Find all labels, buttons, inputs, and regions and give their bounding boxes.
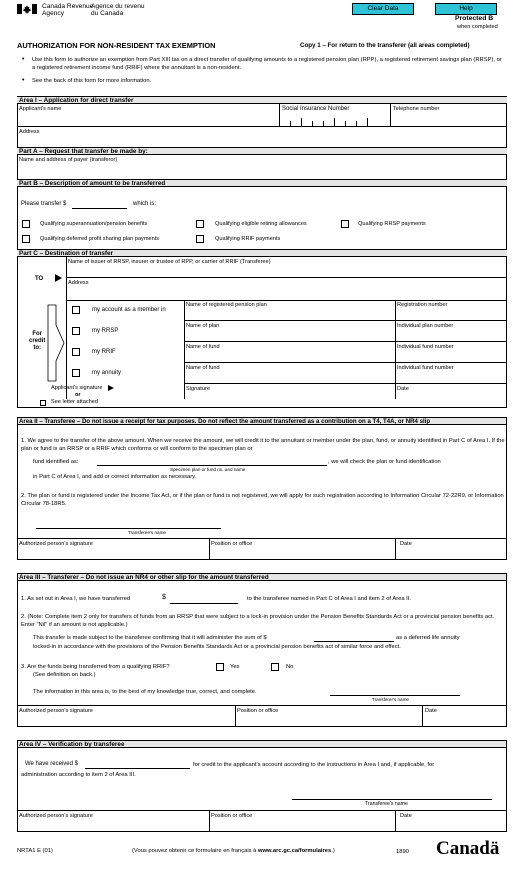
rrif-checkbox[interactable] [72, 348, 80, 356]
divider [66, 277, 507, 278]
protected-b-label: Protected B [455, 15, 494, 22]
sin-tick [367, 118, 368, 126]
name-plan-label: Name of plan [186, 323, 220, 329]
area2-position-label: Position or office [211, 541, 253, 547]
name-fund-2-label: Name of fund [186, 365, 220, 371]
credit-arrow-icon [47, 303, 65, 385]
sin-label: Social Insurance Number [282, 106, 350, 112]
french-note-a: (Vous pouvez obtenir ce formulaire en français à [132, 848, 258, 854]
bullet-icon: • [22, 77, 25, 84]
fund-identified-label: fund identified as: [33, 459, 79, 465]
reg-number-label: Registration number [397, 302, 448, 308]
rrif-payments-label: Qualifying RRIF payments [215, 236, 281, 242]
dollar-sign: $ [162, 594, 166, 601]
specimen-caption: Specimen plan or fund no. and name [170, 467, 246, 472]
see-letter-label: See letter attached [51, 399, 98, 405]
area3-auth-sig-label: Authorized person's signature [19, 708, 93, 714]
rrsp-label: my RRSP [92, 328, 119, 334]
applicant-name-field[interactable] [19, 113, 277, 125]
transferer-name-caption: Transferer's name [372, 697, 409, 702]
form-code: 1890 [396, 849, 409, 855]
partc-date-label: Date [397, 386, 409, 392]
french-note [132, 848, 335, 854]
divider [66, 257, 67, 399]
area2-frame [17, 417, 507, 560]
area4-transferee-caption: Transferee's name [365, 801, 408, 807]
address-field[interactable] [19, 136, 505, 146]
reg-pension-label: Name of registered pension plan [186, 302, 267, 308]
superannuation-label: Qualifying superannuation/pension benefits [40, 221, 148, 227]
superannuation-checkbox[interactable] [22, 220, 30, 228]
canada-flag-icon [17, 4, 37, 14]
ind-plan-no-label: Individual plan number [397, 323, 454, 329]
rrif-payments-checkbox[interactable] [196, 235, 204, 243]
french-note-b: .) [331, 848, 335, 854]
no-label: No [286, 664, 294, 670]
area2-auth-sig-label: Authorized person's signature [19, 541, 93, 547]
clear-data-button[interactable]: Clear Data [352, 3, 414, 15]
payer-label: Name and address of payer (transferor) [19, 157, 118, 163]
area4-frame [17, 740, 507, 832]
telephone-label: Telephone number [393, 106, 440, 112]
partB-heading: Part B – Description of amount to be transferred [17, 179, 507, 187]
arrow-right-icon [55, 274, 62, 282]
retiring-allowances-checkbox[interactable] [196, 220, 204, 228]
address-label: Address [19, 129, 40, 135]
divider [17, 126, 507, 127]
area1-heading: Area I – Application for direct transfer [17, 96, 507, 104]
received-label-b: for credit to the applicant's account according to the instructions in Area I and, if applicable, for [193, 762, 435, 768]
partc-signature-label: Signature [186, 386, 210, 392]
yes-label: Yes [230, 664, 240, 670]
area4-position-label: Position or office [211, 813, 253, 819]
received-label-c: administration according to item 2 of Area III. [21, 772, 136, 778]
french-url-link[interactable]: www.arc.gc.ca/formulaires [258, 848, 332, 854]
please-transfer-label: Please transfer $ [21, 201, 67, 207]
ind-fund-no-2-label: Individual fund number [397, 365, 454, 371]
bullet-icon: • [22, 56, 25, 63]
arrow-right-icon [108, 385, 114, 391]
area4-date-label: Date [400, 813, 412, 819]
partA-heading: Part A – Request that transfer be made by: [17, 147, 507, 155]
divider [395, 300, 396, 399]
or-label: or [75, 392, 81, 398]
payer-field[interactable] [19, 164, 505, 178]
area3-item-3: 3. Are the funds being transferred from a qualifying RRIF? [21, 664, 170, 670]
area3-item-1a: 1. As set out in Area I, we have transferred [21, 596, 131, 602]
divider [66, 300, 507, 301]
received-label: We have received $ [25, 761, 78, 767]
annuity-checkbox[interactable] [72, 369, 80, 377]
rrsp-checkbox[interactable] [72, 327, 80, 335]
intro-bullet-2: See the back of this form for more information. [32, 78, 152, 84]
divider [184, 383, 507, 384]
sin-tick [334, 118, 335, 126]
agency-name-fr: Agence du revenu du Canada [91, 3, 145, 17]
member-label: my account as a member in [92, 307, 166, 313]
issuer-label: Name of issuer of RRSP, insurer or trustee of RPP, or carrier of RRIF (Transferee) [68, 259, 271, 265]
transfer-amount-line[interactable] [72, 208, 127, 209]
area4-heading: Area IV – Verification by transferee [17, 740, 507, 748]
partC-heading: Part C – Destination of transfer [17, 249, 507, 257]
help-button[interactable]: Help [435, 3, 497, 15]
area3-date-label: Date [425, 708, 437, 714]
which-is-label: which is: [133, 201, 157, 207]
rrsp-payments-checkbox[interactable] [341, 220, 349, 228]
transferee-name-caption: Transferee's name [128, 530, 166, 535]
sin-tick [301, 118, 302, 126]
applicant-name-label: Applicant's name [19, 106, 62, 112]
area4-auth-sig-label: Authorized person's signature [19, 813, 93, 819]
area3-position-label: Position or office [237, 708, 279, 714]
applicant-signature-label: Applicant's signature [51, 385, 103, 391]
divider [184, 362, 507, 363]
true-correct-label: The information in this area is, to the best of my knowledge true, correct, and complete. [33, 689, 257, 695]
ind-fund-no-label: Individual fund number [397, 344, 454, 350]
canada-wordmark: Canadä [436, 838, 500, 859]
see-letter-checkbox[interactable] [40, 400, 46, 406]
rrif-label: my RRIF [92, 349, 116, 355]
area2-item-1: 1. We agree to the transfer of the above amount. When we receive the amount, we will credit it to the annuitant or member under the plan, fund, or annuity identified in Part C of Area I. If the plan or fund is an RRSP or a RRIF which conforms or will conform to the specimen plan or [21, 438, 505, 452]
page-title: AUTHORIZATION FOR NON-RESIDENT TAX EXEMPTION [17, 41, 216, 50]
area3-heading: Area III – Transferer – Do not issue an NR4 or other slip for the amount transferred [17, 573, 507, 581]
to-label: TO [35, 276, 44, 282]
area3-item-1b: to the transferee named in Part C of Area I and item 2 of Area II. [247, 596, 412, 602]
area3-item-2c: as a deferred life annuity [396, 635, 460, 641]
area3-item-2b: This transfer is made subject to the transferee confirming that it will administer the sum of $ [33, 635, 267, 641]
divider [279, 104, 280, 126]
area3-item-2d: locked-in in accordance with the provisions of the Pension Benefits Standards Act or a provincial pension benefits act of similar force and effect. [33, 644, 401, 650]
divider [184, 341, 507, 342]
dpsp-checkbox[interactable] [22, 235, 30, 243]
annuity-label: my annuity [92, 370, 122, 376]
we-will-check-label: , we will check the plan or fund identification [328, 459, 441, 465]
area3-item-3b: (See definition on back.) [33, 672, 96, 678]
divider [390, 104, 391, 126]
retiring-allowances-label: Qualifying eligible retiring allowances [215, 221, 307, 227]
name-fund-label: Name of fund [186, 344, 220, 350]
agency-name-en: Canada Revenue Agency [42, 3, 94, 17]
divider [184, 300, 185, 399]
area2-heading: Area II – Transferee – Do not issue a receipt for tax purposes. Do not reflect the amount transferred as a contribution on a T4, T4A, or NR4 slip [17, 417, 507, 425]
area2-item-1b: in Part C of Area I, and add or correct information as necessary. [33, 474, 197, 480]
area2-date-label: Date [400, 541, 412, 547]
area2-item-2: 2. The plan or fund is registered under the Income Tax Act, or if the plan or fund is not registered, we will apply for such registration according to Information Circular 72-22R9, or Information Circular 78-18R5. [21, 493, 504, 507]
rrsp-payments-label: Qualifying RRSP payments [358, 221, 426, 227]
member-checkbox[interactable] [72, 306, 80, 314]
when-completed-label: when completed [457, 24, 498, 30]
partc-address-label: Address [68, 280, 89, 286]
intro-bullet-1: Use this form to authorize an exemption from Part XIII tax on a direct transfer of qualifying amounts to a registered pension plan (RPP), a registered retirement savings plan (RRSP), or a registered retirement income fund (RRIF) where the annuitant is a non-resident. [32, 57, 502, 71]
dpsp-label: Qualifying deferred profit sharing plan payments [40, 236, 160, 242]
for-credit-label: For credit to: [29, 331, 46, 351]
copy-note: Copy 1 – For return to the transferer (all areas completed) [300, 42, 470, 49]
area3-item-2: 2. (Note: Complete item 2 only for transfers of funds from an RRSP that were subject to a lock-in provision under the Pension Benefits Standards Act or a provincial pension benefits act. Enter "Nil" if an amount is not applicable.) [21, 614, 495, 628]
divider [184, 320, 507, 321]
form-number: NRTA1 E (01) [17, 848, 53, 854]
area3-frame [17, 573, 507, 727]
